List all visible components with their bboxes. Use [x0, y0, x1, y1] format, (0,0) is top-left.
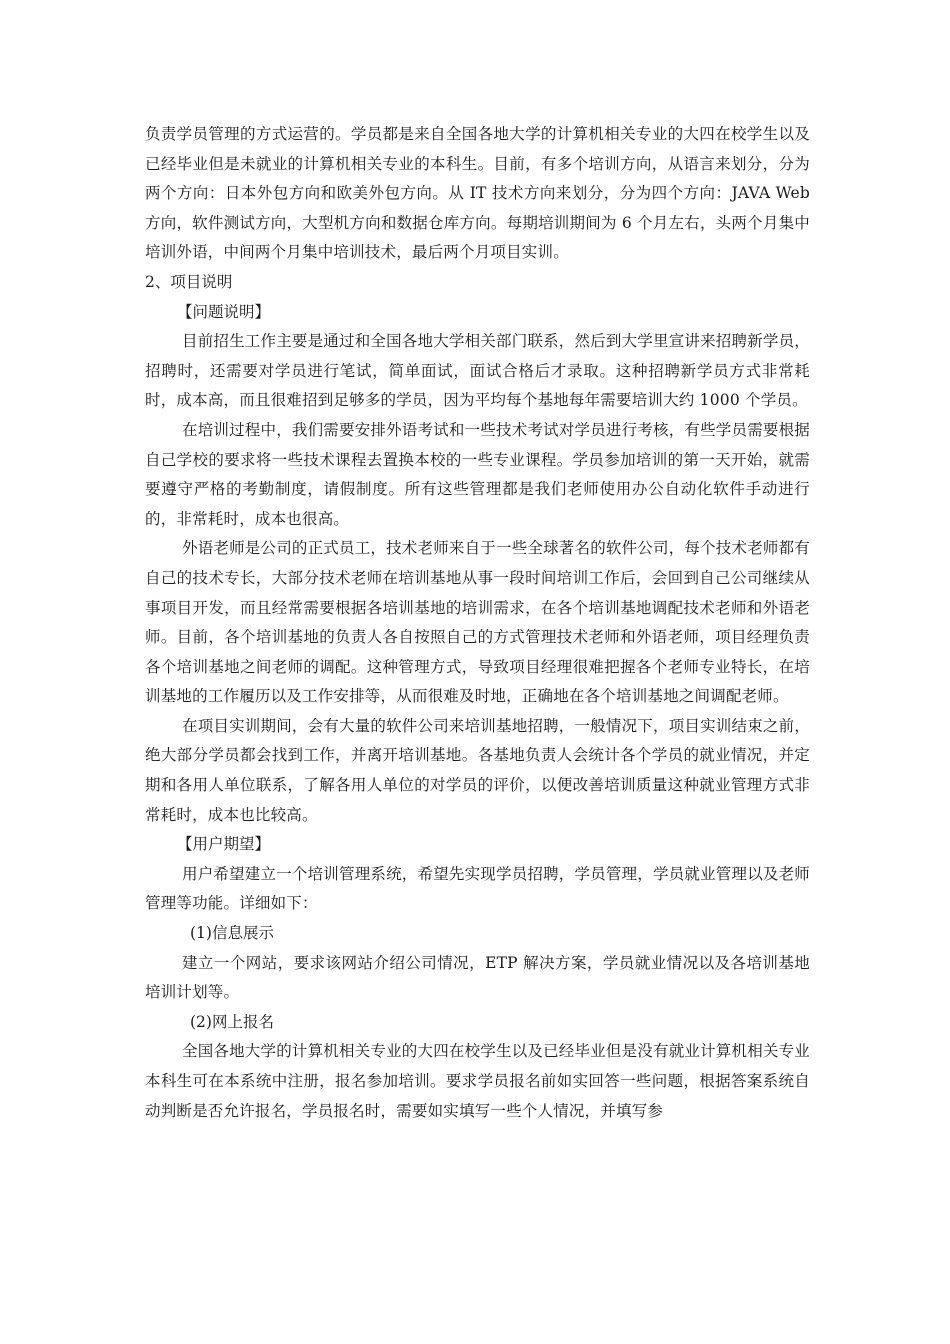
item1-heading: (1)信息展示 — [190, 924, 274, 943]
problem-paragraph: 在项目实训期间，会有大量的软件公司来培训基地招聘，一般情况下，项目实训结束之前，绝大部分学员都会找到工作，并离开培训基地。各基地负责人会统计各个学员的就业情况，并定期和各用人单位联系，了解各用人单位的对学员的评价，以便改善培训质量这种就业管理方式非常耗时，成本也比较高。 — [145, 716, 811, 824]
expectation-intro: 用户希望建立一个培训管理系统，希望先实现学员招聘，学员管理，学员就业管理以及老师管理等功能。详细如下： — [145, 864, 811, 913]
expectation-heading: 【用户期望】 — [177, 835, 271, 854]
item2-heading: (2)网上报名 — [190, 1012, 274, 1031]
problem-paragraph: 目前招生工作主要是通过和全国各地大学相关部门联系，然后到大学里宣讲来招聘新学员，招聘时，还需要对学员进行笔试，简单面试，面试合格后才录取。这种招聘新学员方式非常耗时，成本高，而且很难招到足够多的学员，因为平均每个基地每年需要培训大约 1000 个学员。 — [145, 332, 811, 410]
intro-paragraph: 负责学员管理的方式运营的。学员都是来自全国各地大学的计算机相关专业的大四在校学生以及已经毕业但是未就业的计算机相关专业的本科生。目前，有多个培训方向，从语言来划分，分为两个方向：日本外包方向和欧美外包方向。从 IT 技术方向来划分，分为四个方向：JAVA Web 方向，软件测试方向，大型机方向和数据仓库方向。每期培训期间为 6 个月左右，头两个月集中培训外语，中间两个月集中培训技术，最后两个月项目实训。 — [145, 125, 810, 262]
section-heading: 2、项目说明 — [145, 272, 233, 291]
problem-paragraph: 在培训过程中，我们需要安排外语考试和一些技术考试对学员进行考核，有些学员需要根据自己学校的要求将一些技术课程去置换本校的一些专业课程。学员参加培训的第一天开始，就需要遵守严格的考勤制度，请假制度。所有这些管理都是我们老师使用办公自动化软件手动进行的，非常耗时，成本也很高。 — [145, 420, 811, 528]
item2-text: 全国各地大学的计算机相关专业的大四在校学生以及已经毕业但是没有就业计算机相关专业本科生可在本系统中注册，报名参加培训。要求学员报名前如实回答一些问题，根据答案系统自动判断是否允许报名，学员报名时，需要如实填写一些个人情况，并填写参 — [145, 1042, 811, 1120]
problem-paragraph: 外语老师是公司的正式员工，技术老师来自于一些全球著名的软件公司，每个技术老师都有自己的技术专长，大部分技术老师在培训基地从事一段时间培训工作后，会回到自己公司继续从事项目开发，而且经常需要根据各培训基地的培训需求，在各个培训基地调配技术老师和外语老师。目前，各个培训基地的负责人各自按照自己的方式管理技术老师和外语老师，项目经理负责各个培训基地之间老师的调配。这种管理方式，导致项目经理很难把握各个老师专业特长，在培训基地的工作履历以及工作安排等，从而很难及时地，正确地在各个培训基地之间调配老师。 — [145, 539, 811, 706]
problem-heading: 【问题说明】 — [177, 302, 271, 321]
document-page — [145, 120, 810, 1126]
item1-text: 建立一个网站，要求该网站介绍公司情况，ETP 解决方案，学员就业情况以及各培训基地培训计划等。 — [145, 953, 810, 1002]
